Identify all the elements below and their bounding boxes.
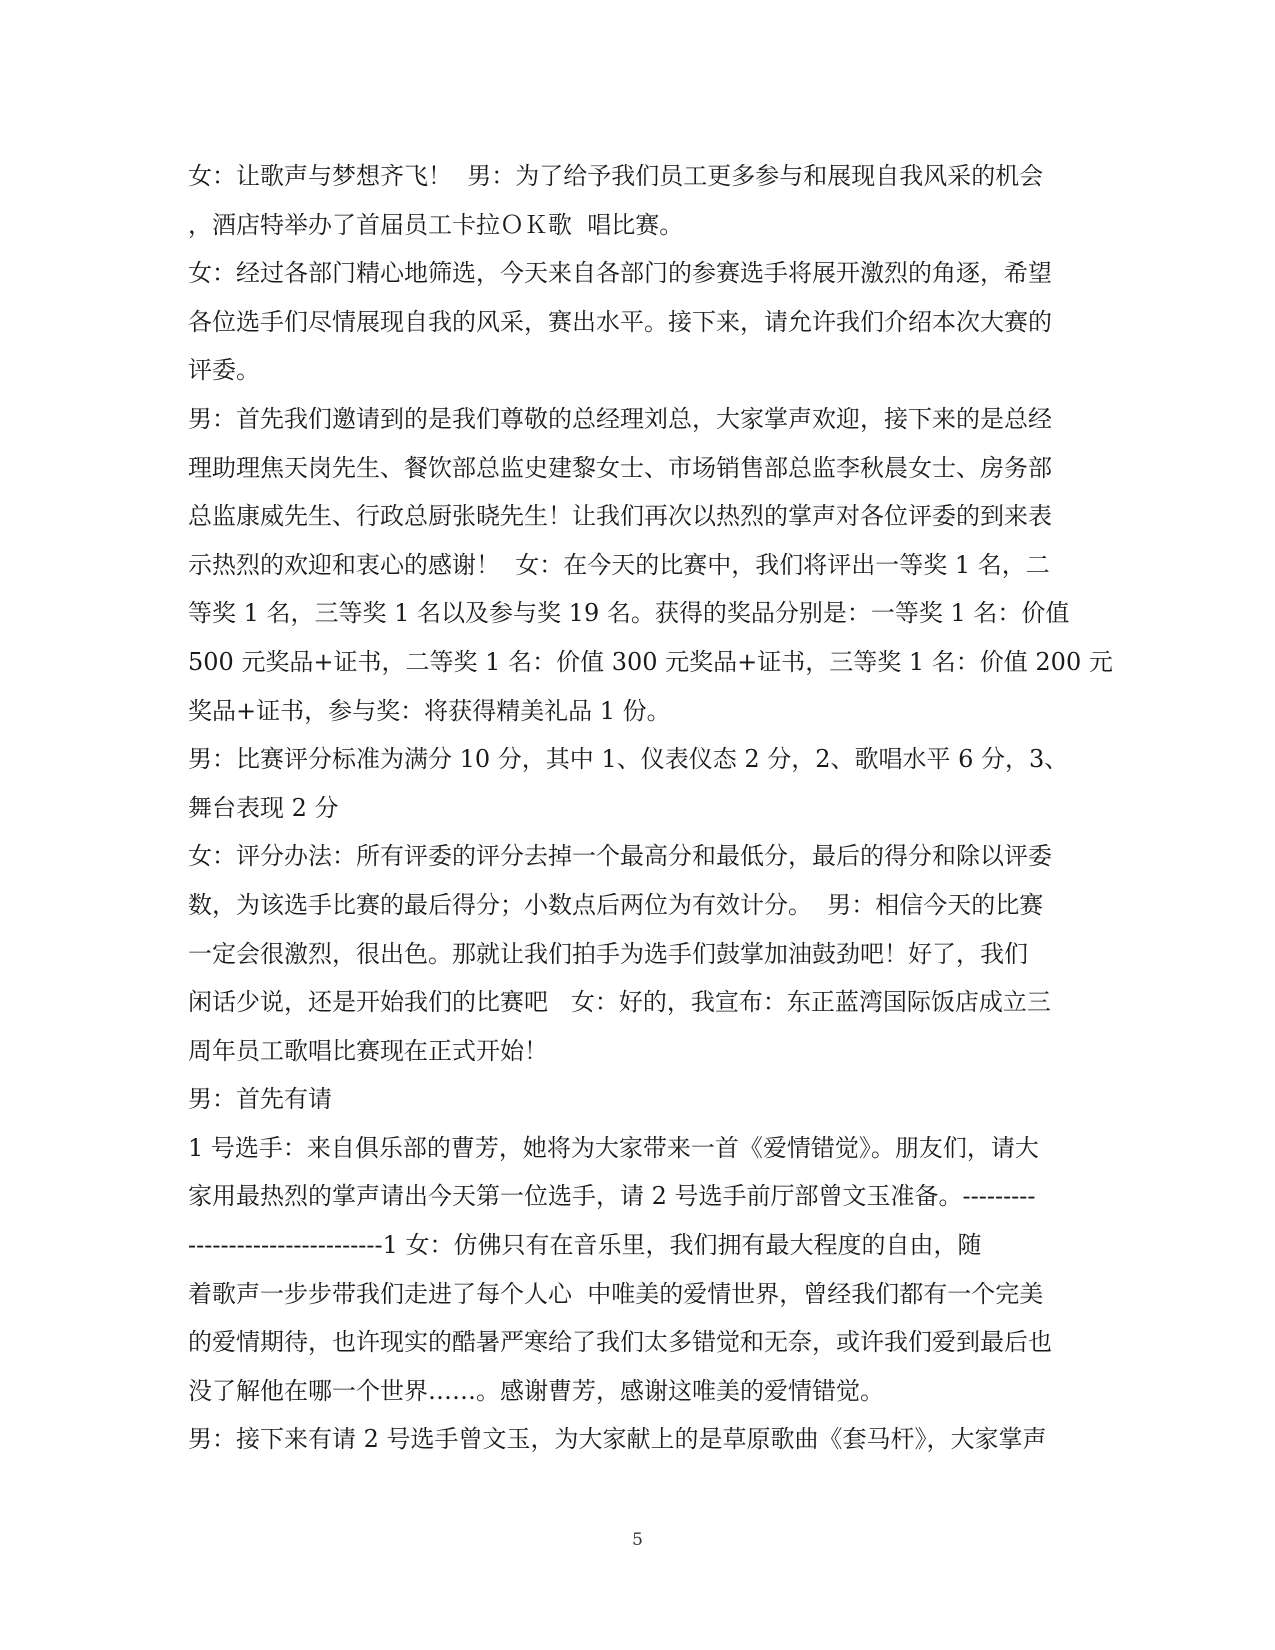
text-line: 着歌声一步步带我们走进了每个人心 中唯美的爱情世界，曾经我们都有一个完美 xyxy=(188,1279,1044,1308)
text-line: 男：首先有请 xyxy=(188,1085,332,1114)
text-line: 女：经过各部门精心地筛选，今天来自各部门的参赛选手将展开激烈的角逐，希望 xyxy=(188,259,1052,288)
text-line: 女：评分办法：所有评委的评分去掉一个最高分和最低分，最后的得分和除以评委 xyxy=(188,842,1052,871)
text-line: 男：首先我们邀请到的是我们尊敬的总经理刘总，大家掌声欢迎，接下来的是总经 xyxy=(188,404,1052,433)
text-line: 各位选手们尽情展现自我的风采，赛出水平。接下来，请允许我们介绍本次大赛的 xyxy=(188,307,1052,336)
text-line: ------------------------1 女：仿佛只有在音乐里，我们拥有最大程度的自由，随 xyxy=(188,1231,982,1260)
text-line: 理助理焦天岗先生、餐饮部总监史建黎女士、市场销售部总监李秋晨女士、房务部 xyxy=(188,453,1052,482)
text-line: 女：让歌声与梦想齐飞！ 男：为了给予我们员工更多参与和展现自我风采的机会 xyxy=(188,162,1044,190)
text-line: 一定会很激烈，很出色。那就让我们拍手为选手们鼓掌加油鼓劲吧！好了，我们 xyxy=(188,939,1028,968)
page-number: 5 xyxy=(632,1530,643,1550)
text-line: 500 元奖品+证书，二等奖 1 名：价值 300 元奖品+证书，三等奖 1 名：价值 200 元 xyxy=(188,647,1113,676)
text-line: 舞台表现 2 分 xyxy=(188,793,339,822)
text-line: 评委。 xyxy=(188,356,260,385)
text-line: 男：比赛评分标准为满分 10 分，其中 1、仪表仪态 2 分，2、歌唱水平 6 分，3、 xyxy=(188,745,1069,774)
text-line: 奖品+证书，参与奖：将获得精美礼品 1 份。 xyxy=(188,696,671,725)
text-line: 总监康威先生、行政总厨张晓先生！让我们再次以热烈的掌声对各位评委的到来表 xyxy=(188,502,1052,531)
text-line: 周年员工歌唱比赛现在正式开始！ xyxy=(188,1036,548,1065)
text-line: ，酒店特举办了首届员工卡拉ＯＫ歌 唱比赛。 xyxy=(188,210,684,239)
text-line: 的爱情期待，也许现实的酷暑严寒给了我们太多错觉和无奈，或许我们爱到最后也 xyxy=(188,1328,1052,1357)
text-line: 数，为该选手比赛的最后得分；小数点后两位为有效计分。 男：相信今天的比赛 xyxy=(188,890,1044,919)
text-line: 闲话少说，还是开始我们的比赛吧 女：好的，我宣布：东正蓝湾国际饭店成立三 xyxy=(188,988,1051,1017)
body-text xyxy=(188,152,1113,1464)
text-line: 等奖 1 名，三等奖 1 名以及参与奖 19 名。获得的奖品分别是：一等奖 1 名：价值 xyxy=(188,599,1070,628)
text-line: 1 号选手：来自俱乐部的曹芳，她将为大家带来一首《爱情错觉》。朋友们，请大 xyxy=(188,1133,1039,1162)
text-line: 没了解他在哪一个世界……。感谢曹芳，感谢这唯美的爱情错觉。 xyxy=(188,1376,884,1405)
text-line: 示热烈的欢迎和衷心的感谢！ 女：在今天的比赛中，我们将评出一等奖 1 名，二 xyxy=(188,550,1050,579)
text-line: 男：接下来有请 2 号选手曾文玉，为大家献上的是草原歌曲《套马杆》，大家掌声 xyxy=(188,1425,1047,1454)
text-line: 家用最热烈的掌声请出今天第一位选手，请 2 号选手前厅部曾文玉准备。--------- xyxy=(188,1182,1036,1211)
